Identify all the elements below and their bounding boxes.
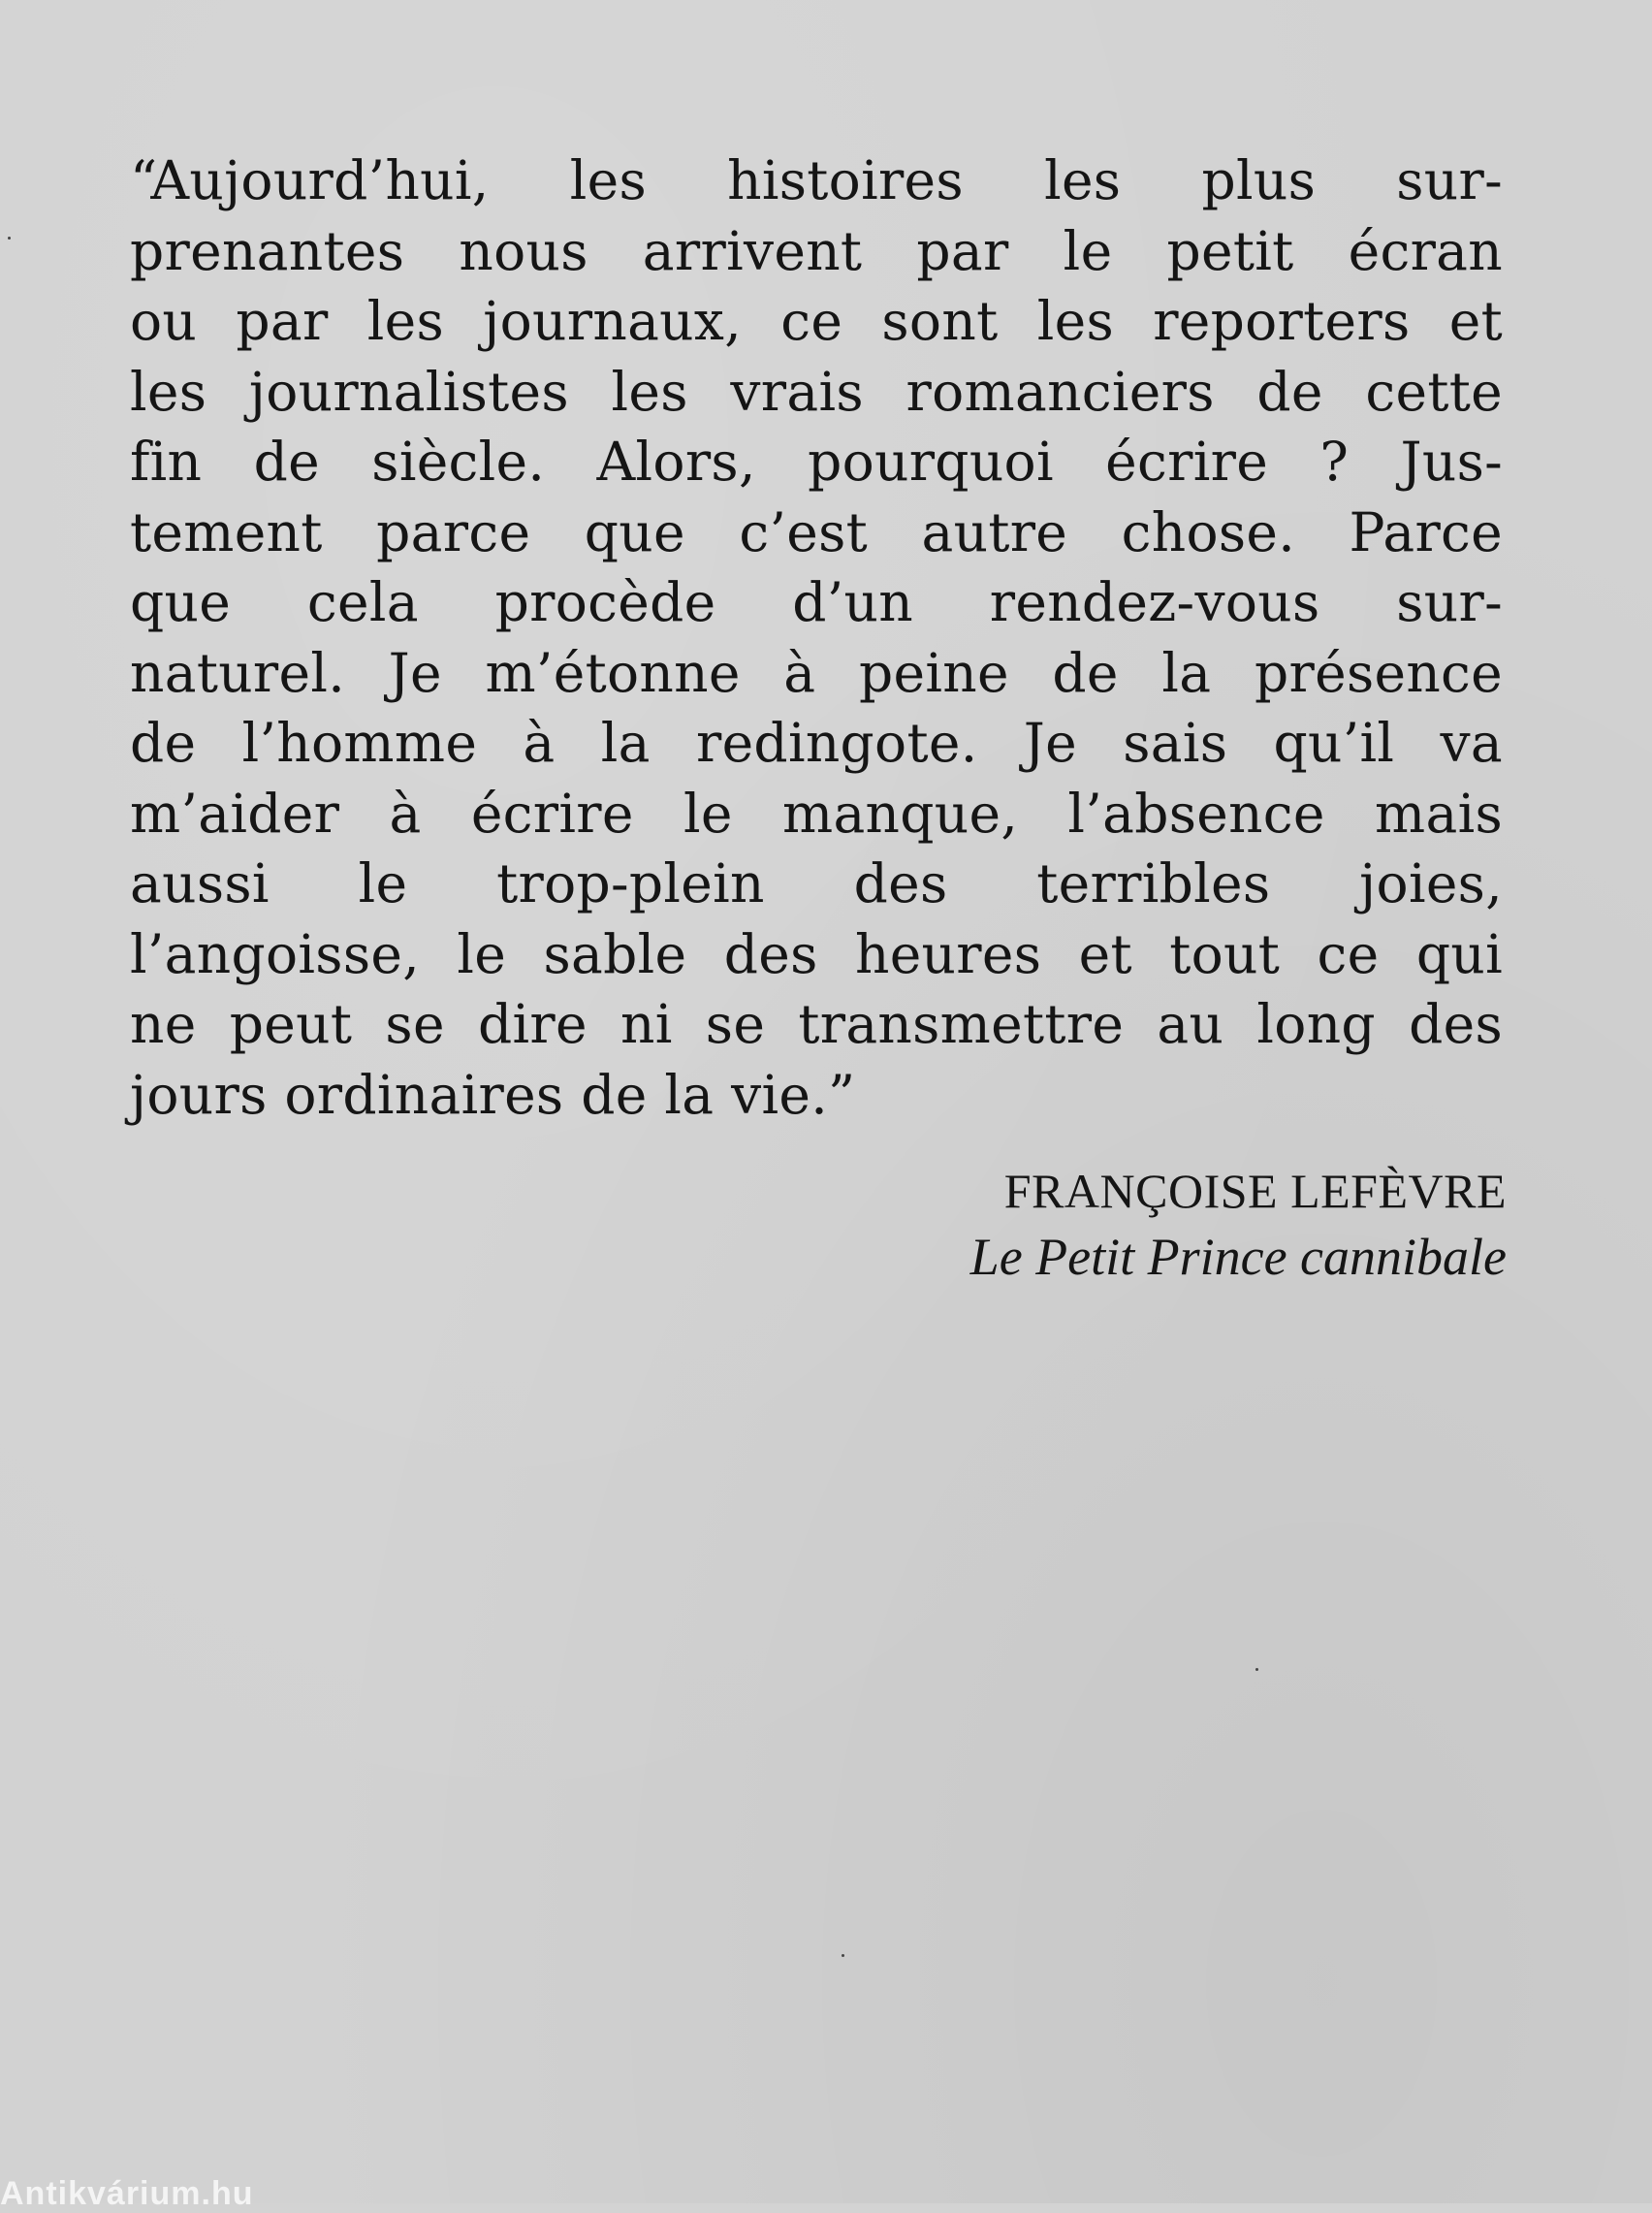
quote-line: que cela procède d’un rendez-vous sur- (130, 571, 1503, 633)
paper-speck (1255, 1668, 1258, 1671)
attribution (970, 1160, 1507, 1292)
quote-line-last: jours ordinaires de la vie.” (130, 1063, 856, 1126)
quote-line: prenantes nous arrivent par le petit écran (130, 219, 1503, 282)
quote-line: ou par les journaux, ce sont les reporters et (130, 290, 1503, 352)
quote-line: les journalistes les vrais romanciers de cette (130, 360, 1503, 423)
quote-line: de l’homme à la redingote. Je sais qu’il va (130, 712, 1503, 774)
quote-line: fin de siècle. Alors, pourquoi écrire ? Jus- (130, 431, 1503, 493)
quote-line: m’aider à écrire le manque, l’absence mais (130, 782, 1503, 845)
paper-speck (8, 237, 11, 240)
quote-line: “Aujourd’hui, les histoires les plus sur- (130, 149, 1503, 211)
quote-line: ne peut se dire ni se transmettre au long des (130, 993, 1503, 1055)
quote-line: aussi le trop-plein des terribles joies, (130, 852, 1503, 914)
quote-line: naturel. Je m’étonne à peine de la présence (130, 641, 1503, 704)
author-name: FRANÇOISE LEFÈVRE (1003, 1164, 1507, 1218)
quote-block (130, 145, 1503, 1130)
book-title: Le Petit Prince cannibale (969, 1228, 1507, 1286)
watermark: Antikvárium.hu (0, 2175, 254, 2212)
quote-line: tement parce que c’est autre chose. Parce (130, 500, 1503, 563)
quote-line: l’angoisse, le sable des heures et tout ce qui (130, 922, 1503, 985)
paper-speck (842, 1954, 844, 1957)
